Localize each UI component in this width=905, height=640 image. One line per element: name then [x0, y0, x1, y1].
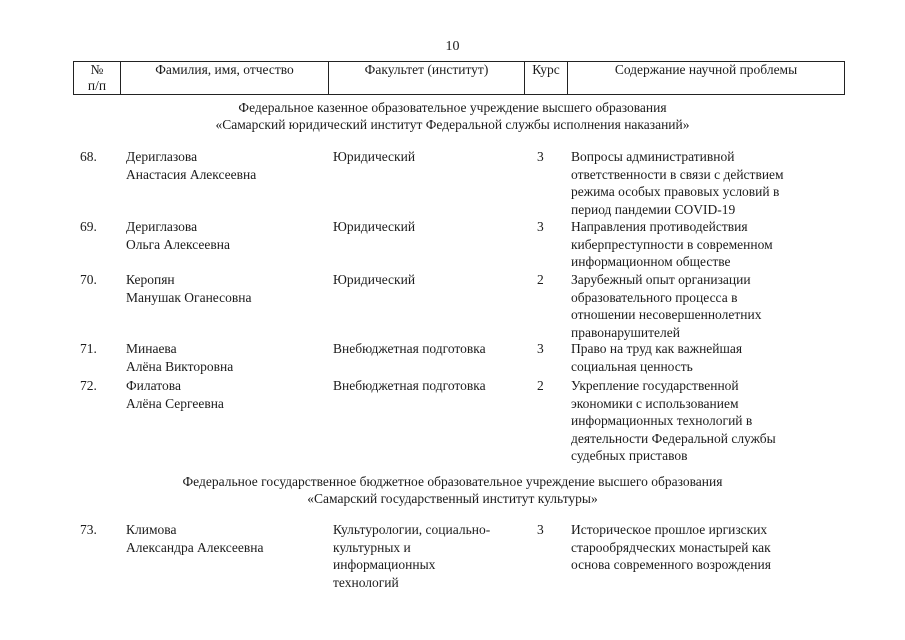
problem-line: Укрепление государственной [571, 378, 739, 393]
header-cell-faculty: Факультет (институт) [329, 62, 525, 95]
name-line: Минаева [126, 341, 177, 356]
section-title-1 [0, 99, 905, 133]
student-name [126, 377, 326, 412]
header-number-line1: № [90, 62, 104, 77]
problem-line: информационном обществе [571, 254, 731, 269]
name-line: Керопян [126, 272, 175, 287]
section-title-2-line1: Федеральное государственное бюджетное образовательное учреждение высшего образования [182, 474, 723, 489]
faculty [333, 148, 523, 166]
faculty [333, 340, 523, 358]
name-line: Алёна Сергеевна [126, 395, 224, 411]
problem-line: правонарушителей [571, 324, 681, 340]
faculty [333, 218, 523, 236]
problem-line: образовательного процесса в [571, 289, 738, 305]
problem-line: социальная ценность [571, 358, 693, 374]
problem-line: деятельности Федеральной службы [571, 430, 776, 446]
name-line: Александра Алексеевна [126, 539, 264, 555]
problem-line: основа современного возрождения [571, 557, 771, 572]
header-cell-course: Курс [525, 62, 568, 95]
research-problem [571, 218, 821, 271]
section-title-1-line2: «Самарский юридический институт Федеральной службы исполнения наказаний» [215, 117, 690, 132]
problem-line: Право на труд как важнейшая [571, 341, 743, 356]
row-number: 73. [80, 522, 97, 537]
problem-line: период пандемии COVID-19 [571, 201, 736, 217]
section-title-2 [0, 473, 905, 507]
student-name [126, 521, 326, 556]
problem-line: старообрядческих монастырей как [571, 539, 771, 555]
faculty-line: Юридический [333, 272, 416, 287]
faculty-line: Юридический [333, 149, 416, 164]
problem-line: Направления противодействия [571, 219, 748, 234]
name-line: Манушак Оганесовна [126, 289, 252, 305]
header-cell-name: Фамилия, имя, отчество [121, 62, 329, 95]
research-problem [571, 377, 821, 465]
faculty-line: технологий [333, 574, 399, 590]
problem-line: режима особых правовых условий в [571, 184, 780, 199]
header-number-line2: п/п [87, 78, 107, 93]
faculty-line: Культурологии, социально- [333, 522, 491, 537]
research-problem [571, 521, 821, 574]
research-problem [571, 148, 821, 218]
problem-line: информационных технологий в [571, 413, 753, 428]
table-header [73, 61, 845, 95]
faculty-line: Юридический [333, 219, 416, 234]
page-number: 10 [445, 39, 460, 54]
name-line: Анастасия Алексеевна [126, 166, 257, 182]
name-line: Ольга Алексеевна [126, 236, 230, 252]
header-cell-problem: Содержание научной проблемы [568, 62, 845, 95]
problem-line: киберпреступности в современном [571, 236, 773, 252]
course: 3 [537, 219, 544, 234]
problem-line: экономики с использованием [571, 395, 739, 411]
faculty [333, 271, 523, 289]
name-line: Дериглазова [126, 219, 198, 234]
name-line: Алёна Викторовна [126, 358, 234, 374]
name-line: Дериглазова [126, 149, 198, 164]
name-line: Филатова [126, 378, 181, 393]
header-cell-number [74, 62, 121, 95]
faculty-line: Внебюджетная подготовка [333, 378, 486, 393]
problem-line: отношении несовершеннолетних [571, 307, 762, 322]
row-number: 68. [80, 149, 97, 164]
faculty [333, 377, 523, 395]
course: 2 [537, 272, 544, 287]
problem-line: Историческое прошлое иргизских [571, 522, 768, 537]
faculty [333, 521, 523, 591]
problem-line: ответственности в связи с действием [571, 166, 784, 182]
problem-line: Вопросы административной [571, 149, 735, 164]
problem-line: Зарубежный опыт организации [571, 272, 751, 287]
row-number: 71. [80, 341, 97, 356]
row-number: 70. [80, 272, 97, 287]
research-problem [571, 340, 821, 375]
student-name [126, 148, 326, 183]
student-name [126, 218, 326, 253]
course: 2 [537, 378, 544, 393]
row-number: 69. [80, 219, 97, 234]
student-name [126, 271, 326, 306]
course: 3 [537, 341, 544, 356]
problem-line: судебных приставов [571, 448, 688, 463]
faculty-line: культурных и [333, 539, 411, 555]
name-line: Климова [126, 522, 177, 537]
student-name [126, 340, 326, 375]
course: 3 [537, 149, 544, 164]
section-title-1-line1: Федеральное казенное образовательное учреждение высшего образования [238, 100, 667, 115]
faculty-line: информационных [333, 557, 436, 572]
course: 3 [537, 522, 544, 537]
row-number: 72. [80, 378, 97, 393]
research-problem [571, 271, 821, 341]
section-title-2-line2: «Самарский государственный институт культуры» [307, 491, 598, 506]
faculty-line: Внебюджетная подготовка [333, 341, 486, 356]
